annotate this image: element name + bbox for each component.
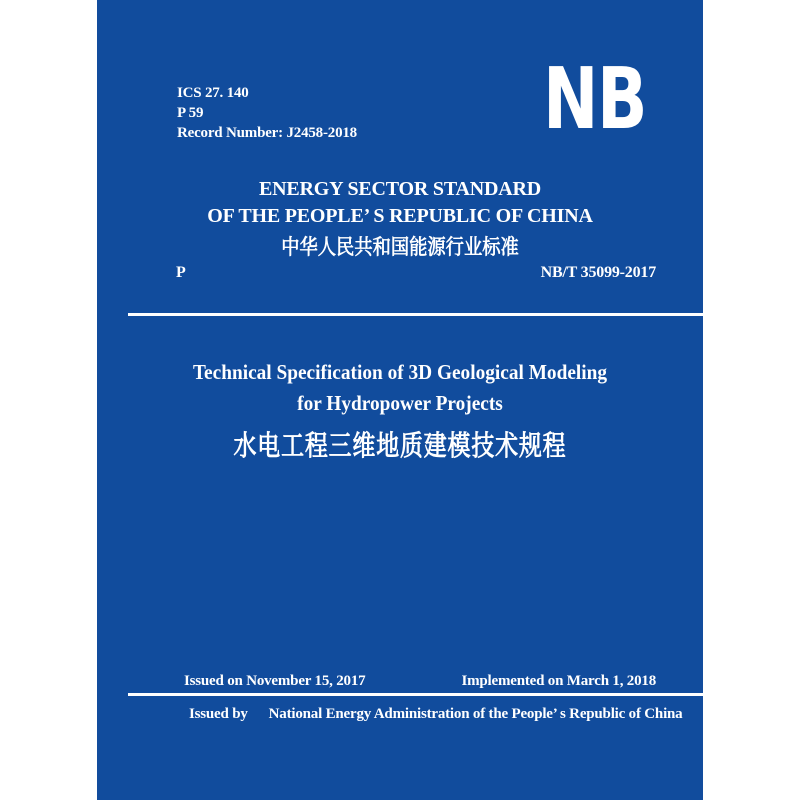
header-divider-rule (128, 313, 703, 316)
title-zh: 水电工程三维地质建模技术规程 (233, 431, 567, 462)
issued-by-row (189, 706, 693, 723)
standard-cover-page (97, 0, 703, 800)
dates-row (184, 673, 656, 690)
class-code-row (176, 264, 656, 282)
issued-by-label: Issued by (189, 706, 248, 722)
nb-logo: NB (543, 50, 646, 149)
issued-by-value: National Energy Administration of the People’ s Republic of China (268, 706, 683, 722)
implemented-on-date: Implemented on March 1, 2018 (461, 673, 656, 689)
issued-by-gap (248, 706, 269, 723)
footer-divider-rule (128, 693, 703, 696)
meta-block (177, 83, 357, 143)
ics-code: ICS 27. 140 (177, 85, 249, 101)
standard-name-zh: 中华人民共和国能源行业标准 (281, 235, 519, 259)
doc-class: P (176, 264, 186, 281)
title-en-line2: for Hydropower Projects (297, 391, 503, 415)
standard-name-en-line2: OF THE PEOPLE’ S REPUBLIC OF CHINA (207, 205, 593, 227)
title-en-line1: Technical Specification of 3D Geological Modeling (192, 360, 608, 384)
classification-code: P 59 (177, 105, 204, 121)
standard-code: NB/T 35099-2017 (540, 264, 656, 281)
issued-on-date: Issued on November 15, 2017 (184, 673, 366, 689)
record-number: Record Number: J2458-2018 (177, 125, 357, 141)
standard-name-en-line1: ENERGY SECTOR STANDARD (259, 178, 541, 200)
